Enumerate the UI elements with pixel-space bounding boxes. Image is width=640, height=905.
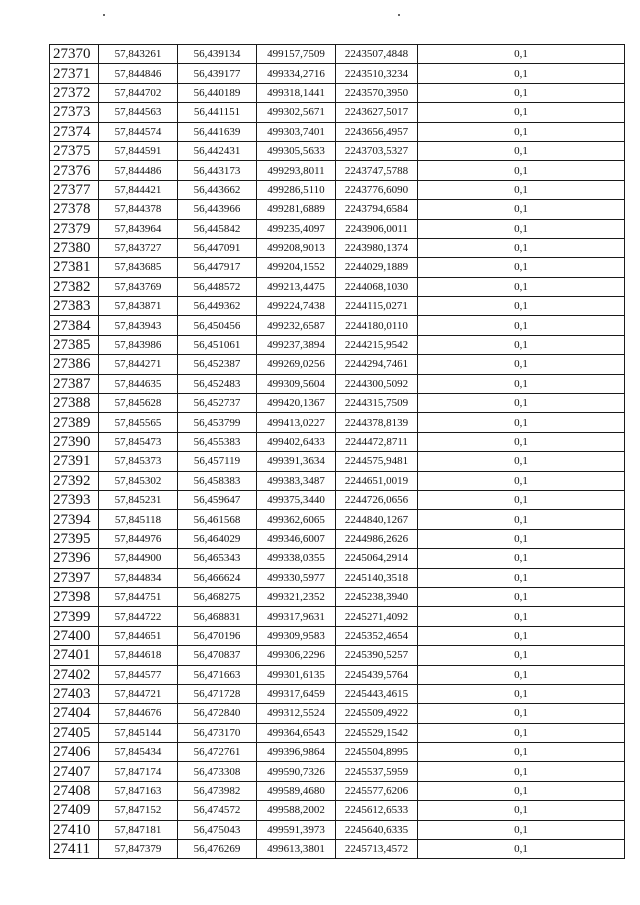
point-number-cell: 27411 <box>50 840 99 859</box>
latitude-cell: 57,844563 <box>99 103 178 122</box>
latitude-cell: 57,843769 <box>99 277 178 296</box>
y-coordinate-cell: 2244115,0271 <box>336 297 418 316</box>
y-coordinate-cell: 2245439,5764 <box>336 665 418 684</box>
error-value-cell: 0,1 <box>418 665 625 684</box>
point-number-cell: 27384 <box>50 316 99 335</box>
x-coordinate-cell: 499591,3973 <box>257 820 336 839</box>
y-coordinate-cell: 2244029,1889 <box>336 258 418 277</box>
y-coordinate-cell: 2244294,7461 <box>336 355 418 374</box>
table-row <box>50 335 625 354</box>
point-number-cell: 27395 <box>50 529 99 548</box>
error-value-cell: 0,1 <box>418 471 625 490</box>
y-coordinate-cell: 2243703,5327 <box>336 141 418 160</box>
longitude-cell: 56,455383 <box>178 432 257 451</box>
error-value-cell: 0,1 <box>418 316 625 335</box>
table-row <box>50 413 625 432</box>
longitude-cell: 56,441639 <box>178 122 257 141</box>
latitude-cell: 57,847163 <box>99 781 178 800</box>
latitude-cell: 57,845231 <box>99 490 178 509</box>
table-row <box>50 45 625 64</box>
x-coordinate-cell: 499305,5633 <box>257 141 336 160</box>
error-value-cell: 0,1 <box>418 781 625 800</box>
y-coordinate-cell: 2244726,0656 <box>336 490 418 509</box>
longitude-cell: 56,465343 <box>178 549 257 568</box>
point-number-cell: 27401 <box>50 646 99 665</box>
x-coordinate-cell: 499309,5604 <box>257 374 336 393</box>
point-number-cell: 27405 <box>50 723 99 742</box>
x-coordinate-cell: 499232,6587 <box>257 316 336 335</box>
table-row <box>50 180 625 199</box>
point-number-cell: 27396 <box>50 549 99 568</box>
x-coordinate-cell: 499204,1552 <box>257 258 336 277</box>
x-coordinate-cell: 499391,3634 <box>257 452 336 471</box>
longitude-cell: 56,459647 <box>178 490 257 509</box>
x-coordinate-cell: 499303,7401 <box>257 122 336 141</box>
error-value-cell: 0,1 <box>418 219 625 238</box>
point-number-cell: 27406 <box>50 743 99 762</box>
longitude-cell: 56,464029 <box>178 529 257 548</box>
longitude-cell: 56,445842 <box>178 219 257 238</box>
latitude-cell: 57,843943 <box>99 316 178 335</box>
longitude-cell: 56,452387 <box>178 355 257 374</box>
latitude-cell: 57,844378 <box>99 200 178 219</box>
error-value-cell: 0,1 <box>418 452 625 471</box>
latitude-cell: 57,845628 <box>99 394 178 413</box>
x-coordinate-cell: 499383,3487 <box>257 471 336 490</box>
table-row <box>50 297 625 316</box>
x-coordinate-cell: 499613,3801 <box>257 840 336 859</box>
y-coordinate-cell: 2244986,2626 <box>336 529 418 548</box>
latitude-cell: 57,843986 <box>99 335 178 354</box>
error-value-cell: 0,1 <box>418 684 625 703</box>
x-coordinate-cell: 499208,9013 <box>257 238 336 257</box>
error-value-cell: 0,1 <box>418 529 625 548</box>
point-number-cell: 27391 <box>50 452 99 471</box>
latitude-cell: 57,845473 <box>99 432 178 451</box>
y-coordinate-cell: 2244180,0110 <box>336 316 418 335</box>
longitude-cell: 56,458383 <box>178 471 257 490</box>
longitude-cell: 56,448572 <box>178 277 257 296</box>
y-coordinate-cell: 2245640,6335 <box>336 820 418 839</box>
latitude-cell: 57,844577 <box>99 665 178 684</box>
error-value-cell: 0,1 <box>418 626 625 645</box>
y-coordinate-cell: 2245529,1542 <box>336 723 418 742</box>
y-coordinate-cell: 2243747,5788 <box>336 161 418 180</box>
y-coordinate-cell: 2245390,5257 <box>336 646 418 665</box>
table-row <box>50 219 625 238</box>
latitude-cell: 57,843871 <box>99 297 178 316</box>
longitude-cell: 56,442431 <box>178 141 257 160</box>
x-coordinate-cell: 499588,2002 <box>257 801 336 820</box>
point-number-cell: 27371 <box>50 64 99 83</box>
longitude-cell: 56,471728 <box>178 684 257 703</box>
table-row <box>50 490 625 509</box>
latitude-cell: 57,844702 <box>99 83 178 102</box>
error-value-cell: 0,1 <box>418 161 625 180</box>
error-value-cell: 0,1 <box>418 335 625 354</box>
error-value-cell: 0,1 <box>418 103 625 122</box>
error-value-cell: 0,1 <box>418 355 625 374</box>
longitude-cell: 56,451061 <box>178 335 257 354</box>
y-coordinate-cell: 2245140,3518 <box>336 568 418 587</box>
error-value-cell: 0,1 <box>418 510 625 529</box>
y-coordinate-cell: 2244840,1267 <box>336 510 418 529</box>
x-coordinate-cell: 499302,5671 <box>257 103 336 122</box>
latitude-cell: 57,844574 <box>99 122 178 141</box>
y-coordinate-cell: 2243776,6090 <box>336 180 418 199</box>
coordinates-table-body <box>50 45 625 859</box>
point-number-cell: 27381 <box>50 258 99 277</box>
latitude-cell: 57,845434 <box>99 743 178 762</box>
latitude-cell: 57,843261 <box>99 45 178 64</box>
scan-speck <box>398 14 400 16</box>
longitude-cell: 56,473170 <box>178 723 257 742</box>
x-coordinate-cell: 499293,8011 <box>257 161 336 180</box>
error-value-cell: 0,1 <box>418 743 625 762</box>
error-value-cell: 0,1 <box>418 762 625 781</box>
error-value-cell: 0,1 <box>418 141 625 160</box>
point-number-cell: 27386 <box>50 355 99 374</box>
table-row <box>50 743 625 762</box>
y-coordinate-cell: 2245713,4572 <box>336 840 418 859</box>
longitude-cell: 56,441151 <box>178 103 257 122</box>
x-coordinate-cell: 499318,1441 <box>257 83 336 102</box>
y-coordinate-cell: 2243656,4957 <box>336 122 418 141</box>
latitude-cell: 57,845565 <box>99 413 178 432</box>
latitude-cell: 57,847379 <box>99 840 178 859</box>
error-value-cell: 0,1 <box>418 607 625 626</box>
x-coordinate-cell: 499589,4680 <box>257 781 336 800</box>
latitude-cell: 57,844651 <box>99 626 178 645</box>
table-row <box>50 258 625 277</box>
x-coordinate-cell: 499317,9631 <box>257 607 336 626</box>
x-coordinate-cell: 499301,6135 <box>257 665 336 684</box>
y-coordinate-cell: 2244472,8711 <box>336 432 418 451</box>
point-number-cell: 27377 <box>50 180 99 199</box>
x-coordinate-cell: 499420,1367 <box>257 394 336 413</box>
point-number-cell: 27390 <box>50 432 99 451</box>
y-coordinate-cell: 2243507,4848 <box>336 45 418 64</box>
y-coordinate-cell: 2243627,5017 <box>336 103 418 122</box>
table-row <box>50 122 625 141</box>
x-coordinate-cell: 499346,6007 <box>257 529 336 548</box>
point-number-cell: 27392 <box>50 471 99 490</box>
table-row <box>50 452 625 471</box>
y-coordinate-cell: 2244575,9481 <box>336 452 418 471</box>
latitude-cell: 57,845144 <box>99 723 178 742</box>
point-number-cell: 27380 <box>50 238 99 257</box>
y-coordinate-cell: 2245443,4615 <box>336 684 418 703</box>
table-row <box>50 820 625 839</box>
error-value-cell: 0,1 <box>418 64 625 83</box>
table-row <box>50 684 625 703</box>
point-number-cell: 27409 <box>50 801 99 820</box>
y-coordinate-cell: 2243794,6584 <box>336 200 418 219</box>
latitude-cell: 57,844900 <box>99 549 178 568</box>
x-coordinate-cell: 499402,6433 <box>257 432 336 451</box>
x-coordinate-cell: 499590,7326 <box>257 762 336 781</box>
point-number-cell: 27393 <box>50 490 99 509</box>
longitude-cell: 56,470837 <box>178 646 257 665</box>
point-number-cell: 27379 <box>50 219 99 238</box>
table-row <box>50 665 625 684</box>
longitude-cell: 56,473982 <box>178 781 257 800</box>
x-coordinate-cell: 499413,0227 <box>257 413 336 432</box>
error-value-cell: 0,1 <box>418 490 625 509</box>
longitude-cell: 56,473308 <box>178 762 257 781</box>
table-row <box>50 394 625 413</box>
table-row <box>50 626 625 645</box>
x-coordinate-cell: 499157,7509 <box>257 45 336 64</box>
latitude-cell: 57,843727 <box>99 238 178 257</box>
y-coordinate-cell: 2244068,1030 <box>336 277 418 296</box>
y-coordinate-cell: 2243510,3234 <box>336 64 418 83</box>
x-coordinate-cell: 499321,2352 <box>257 587 336 606</box>
error-value-cell: 0,1 <box>418 646 625 665</box>
point-number-cell: 27376 <box>50 161 99 180</box>
point-number-cell: 27389 <box>50 413 99 432</box>
error-value-cell: 0,1 <box>418 549 625 568</box>
y-coordinate-cell: 2244300,5092 <box>336 374 418 393</box>
error-value-cell: 0,1 <box>418 587 625 606</box>
x-coordinate-cell: 499281,6889 <box>257 200 336 219</box>
error-value-cell: 0,1 <box>418 277 625 296</box>
latitude-cell: 57,844271 <box>99 355 178 374</box>
point-number-cell: 27382 <box>50 277 99 296</box>
x-coordinate-cell: 499224,7438 <box>257 297 336 316</box>
longitude-cell: 56,439177 <box>178 64 257 83</box>
scan-speck <box>103 14 105 16</box>
y-coordinate-cell: 2244651,0019 <box>336 471 418 490</box>
x-coordinate-cell: 499317,6459 <box>257 684 336 703</box>
x-coordinate-cell: 499364,6543 <box>257 723 336 742</box>
point-number-cell: 27403 <box>50 684 99 703</box>
y-coordinate-cell: 2245238,3940 <box>336 587 418 606</box>
table-row <box>50 529 625 548</box>
longitude-cell: 56,452483 <box>178 374 257 393</box>
x-coordinate-cell: 499396,9864 <box>257 743 336 762</box>
latitude-cell: 57,844421 <box>99 180 178 199</box>
latitude-cell: 57,844635 <box>99 374 178 393</box>
latitude-cell: 57,843964 <box>99 219 178 238</box>
error-value-cell: 0,1 <box>418 820 625 839</box>
point-number-cell: 27375 <box>50 141 99 160</box>
longitude-cell: 56,447917 <box>178 258 257 277</box>
point-number-cell: 27402 <box>50 665 99 684</box>
x-coordinate-cell: 499237,3894 <box>257 335 336 354</box>
table-row <box>50 471 625 490</box>
x-coordinate-cell: 499330,5977 <box>257 568 336 587</box>
point-number-cell: 27387 <box>50 374 99 393</box>
point-number-cell: 27372 <box>50 83 99 102</box>
table-row <box>50 549 625 568</box>
longitude-cell: 56,468831 <box>178 607 257 626</box>
longitude-cell: 56,450456 <box>178 316 257 335</box>
latitude-cell: 57,844722 <box>99 607 178 626</box>
error-value-cell: 0,1 <box>418 568 625 587</box>
error-value-cell: 0,1 <box>418 840 625 859</box>
table-row <box>50 64 625 83</box>
x-coordinate-cell: 499375,3440 <box>257 490 336 509</box>
table-row <box>50 568 625 587</box>
longitude-cell: 56,471663 <box>178 665 257 684</box>
table-row <box>50 316 625 335</box>
point-number-cell: 27388 <box>50 394 99 413</box>
error-value-cell: 0,1 <box>418 122 625 141</box>
point-number-cell: 27397 <box>50 568 99 587</box>
longitude-cell: 56,453799 <box>178 413 257 432</box>
table-row <box>50 238 625 257</box>
latitude-cell: 57,847181 <box>99 820 178 839</box>
x-coordinate-cell: 499286,5110 <box>257 180 336 199</box>
table-row <box>50 277 625 296</box>
longitude-cell: 56,472840 <box>178 704 257 723</box>
error-value-cell: 0,1 <box>418 374 625 393</box>
error-value-cell: 0,1 <box>418 394 625 413</box>
latitude-cell: 57,845118 <box>99 510 178 529</box>
point-number-cell: 27404 <box>50 704 99 723</box>
error-value-cell: 0,1 <box>418 180 625 199</box>
longitude-cell: 56,443966 <box>178 200 257 219</box>
longitude-cell: 56,440189 <box>178 83 257 102</box>
table-row <box>50 510 625 529</box>
error-value-cell: 0,1 <box>418 704 625 723</box>
point-number-cell: 27378 <box>50 200 99 219</box>
longitude-cell: 56,461568 <box>178 510 257 529</box>
x-coordinate-cell: 499269,0256 <box>257 355 336 374</box>
longitude-cell: 56,466624 <box>178 568 257 587</box>
table-row <box>50 781 625 800</box>
y-coordinate-cell: 2244215,9542 <box>336 335 418 354</box>
y-coordinate-cell: 2244315,7509 <box>336 394 418 413</box>
table-row <box>50 141 625 160</box>
latitude-cell: 57,844751 <box>99 587 178 606</box>
point-number-cell: 27383 <box>50 297 99 316</box>
table-row <box>50 704 625 723</box>
table-row <box>50 587 625 606</box>
latitude-cell: 57,845302 <box>99 471 178 490</box>
longitude-cell: 56,457119 <box>178 452 257 471</box>
x-coordinate-cell: 499213,4475 <box>257 277 336 296</box>
table-row <box>50 355 625 374</box>
latitude-cell: 57,844591 <box>99 141 178 160</box>
coordinates-table <box>49 44 625 859</box>
x-coordinate-cell: 499338,0355 <box>257 549 336 568</box>
error-value-cell: 0,1 <box>418 238 625 257</box>
x-coordinate-cell: 499334,2716 <box>257 64 336 83</box>
longitude-cell: 56,476269 <box>178 840 257 859</box>
y-coordinate-cell: 2245509,4922 <box>336 704 418 723</box>
x-coordinate-cell: 499306,2296 <box>257 646 336 665</box>
table-row <box>50 840 625 859</box>
latitude-cell: 57,844834 <box>99 568 178 587</box>
error-value-cell: 0,1 <box>418 297 625 316</box>
x-coordinate-cell: 499312,5524 <box>257 704 336 723</box>
point-number-cell: 27374 <box>50 122 99 141</box>
longitude-cell: 56,470196 <box>178 626 257 645</box>
error-value-cell: 0,1 <box>418 413 625 432</box>
table-row <box>50 103 625 122</box>
y-coordinate-cell: 2245504,8995 <box>336 743 418 762</box>
latitude-cell: 57,844976 <box>99 529 178 548</box>
longitude-cell: 56,472761 <box>178 743 257 762</box>
error-value-cell: 0,1 <box>418 200 625 219</box>
table-row <box>50 200 625 219</box>
y-coordinate-cell: 2243980,1374 <box>336 238 418 257</box>
x-coordinate-cell: 499362,6065 <box>257 510 336 529</box>
error-value-cell: 0,1 <box>418 83 625 102</box>
latitude-cell: 57,844676 <box>99 704 178 723</box>
longitude-cell: 56,443173 <box>178 161 257 180</box>
longitude-cell: 56,447091 <box>178 238 257 257</box>
table-row <box>50 762 625 781</box>
point-number-cell: 27410 <box>50 820 99 839</box>
point-number-cell: 27400 <box>50 626 99 645</box>
point-number-cell: 27399 <box>50 607 99 626</box>
longitude-cell: 56,452737 <box>178 394 257 413</box>
error-value-cell: 0,1 <box>418 723 625 742</box>
point-number-cell: 27370 <box>50 45 99 64</box>
table-row <box>50 432 625 451</box>
longitude-cell: 56,474572 <box>178 801 257 820</box>
error-value-cell: 0,1 <box>418 45 625 64</box>
longitude-cell: 56,443662 <box>178 180 257 199</box>
point-number-cell: 27394 <box>50 510 99 529</box>
table-row <box>50 161 625 180</box>
latitude-cell: 57,847174 <box>99 762 178 781</box>
table-row <box>50 607 625 626</box>
x-coordinate-cell: 499309,9583 <box>257 626 336 645</box>
error-value-cell: 0,1 <box>418 801 625 820</box>
longitude-cell: 56,449362 <box>178 297 257 316</box>
point-number-cell: 27408 <box>50 781 99 800</box>
latitude-cell: 57,847152 <box>99 801 178 820</box>
y-coordinate-cell: 2245352,4654 <box>336 626 418 645</box>
table-row <box>50 374 625 393</box>
point-number-cell: 27407 <box>50 762 99 781</box>
y-coordinate-cell: 2245271,4092 <box>336 607 418 626</box>
y-coordinate-cell: 2245577,6206 <box>336 781 418 800</box>
table-row <box>50 646 625 665</box>
latitude-cell: 57,844846 <box>99 64 178 83</box>
latitude-cell: 57,845373 <box>99 452 178 471</box>
latitude-cell: 57,844618 <box>99 646 178 665</box>
error-value-cell: 0,1 <box>418 258 625 277</box>
y-coordinate-cell: 2245612,6533 <box>336 801 418 820</box>
y-coordinate-cell: 2243570,3950 <box>336 83 418 102</box>
longitude-cell: 56,439134 <box>178 45 257 64</box>
latitude-cell: 57,844486 <box>99 161 178 180</box>
point-number-cell: 27398 <box>50 587 99 606</box>
error-value-cell: 0,1 <box>418 432 625 451</box>
y-coordinate-cell: 2244378,8139 <box>336 413 418 432</box>
table-row <box>50 83 625 102</box>
x-coordinate-cell: 499235,4097 <box>257 219 336 238</box>
table-row <box>50 801 625 820</box>
table-row <box>50 723 625 742</box>
y-coordinate-cell: 2243906,0011 <box>336 219 418 238</box>
y-coordinate-cell: 2245064,2914 <box>336 549 418 568</box>
latitude-cell: 57,843685 <box>99 258 178 277</box>
point-number-cell: 27385 <box>50 335 99 354</box>
y-coordinate-cell: 2245537,5959 <box>336 762 418 781</box>
longitude-cell: 56,475043 <box>178 820 257 839</box>
longitude-cell: 56,468275 <box>178 587 257 606</box>
latitude-cell: 57,844721 <box>99 684 178 703</box>
point-number-cell: 27373 <box>50 103 99 122</box>
